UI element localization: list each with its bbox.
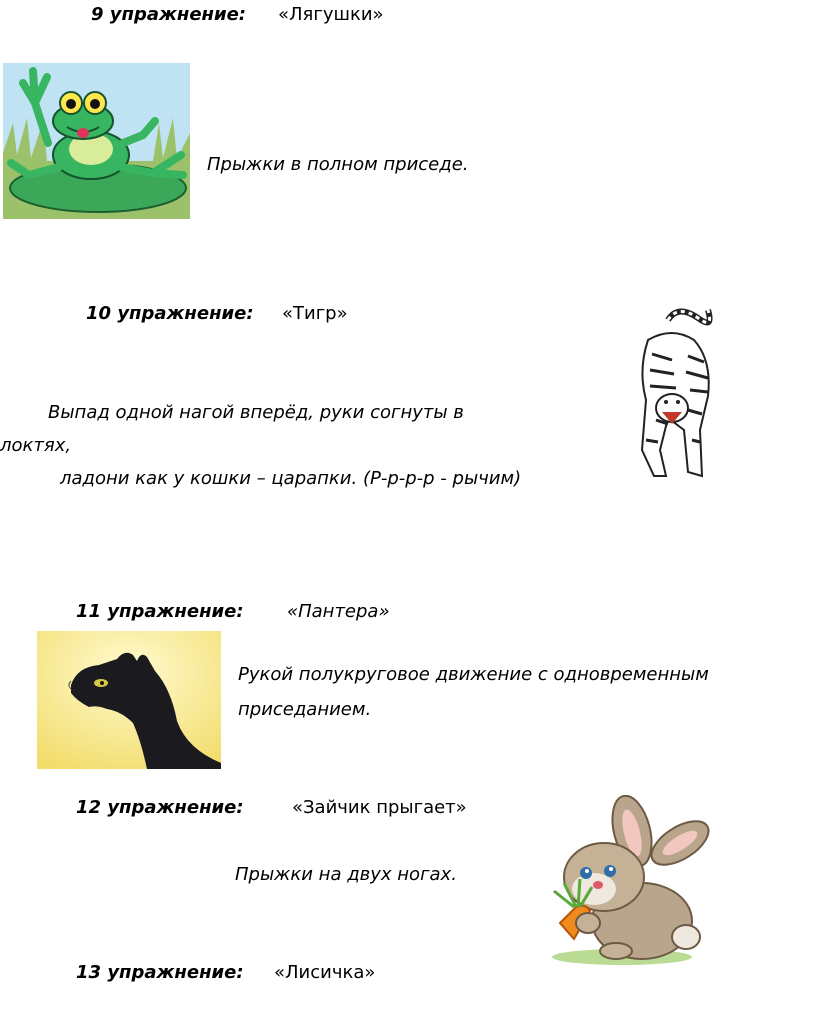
exercise-9-title: «Лягушки» (278, 4, 384, 25)
exercise-12-heading: 12 упражнение: (76, 797, 244, 818)
exercise-10-heading: 10 упражнение: (86, 303, 254, 324)
bunny-picture (530, 795, 714, 967)
panther-picture (37, 631, 221, 769)
exercise-11-title: «Пантера» (287, 601, 390, 622)
exercise-10-description-line-3: ладони как у кошки – царапки. (Р-р-р-р - рычим) (60, 468, 522, 489)
exercise-12-description: Прыжки на двух ногах. (235, 864, 457, 885)
exercise-9-heading: 9 упражнение: (91, 4, 247, 25)
exercise-11-description-line-1: Рукой полукруговое движение с одновременным (238, 664, 709, 685)
exercise-10-description-line-2: локтях, (0, 435, 72, 456)
exercise-10-title: «Тигр» (282, 303, 348, 324)
exercise-12-title: «Зайчик прыгает» (292, 797, 467, 818)
exercise-11-description-line-2: приседанием. (238, 699, 372, 720)
exercise-13-heading: 13 упражнение: (76, 962, 244, 983)
tiger-picture (628, 300, 722, 482)
frog-picture (3, 63, 190, 219)
exercise-10-description-line-1: Выпад одной нагой вперёд, руки согнуты в (48, 402, 464, 423)
exercise-11-heading: 11 упражнение: (76, 601, 244, 622)
exercise-13-title: «Лисичка» (274, 962, 376, 983)
exercise-9-description: Прыжки в полном приседе. (207, 154, 469, 175)
